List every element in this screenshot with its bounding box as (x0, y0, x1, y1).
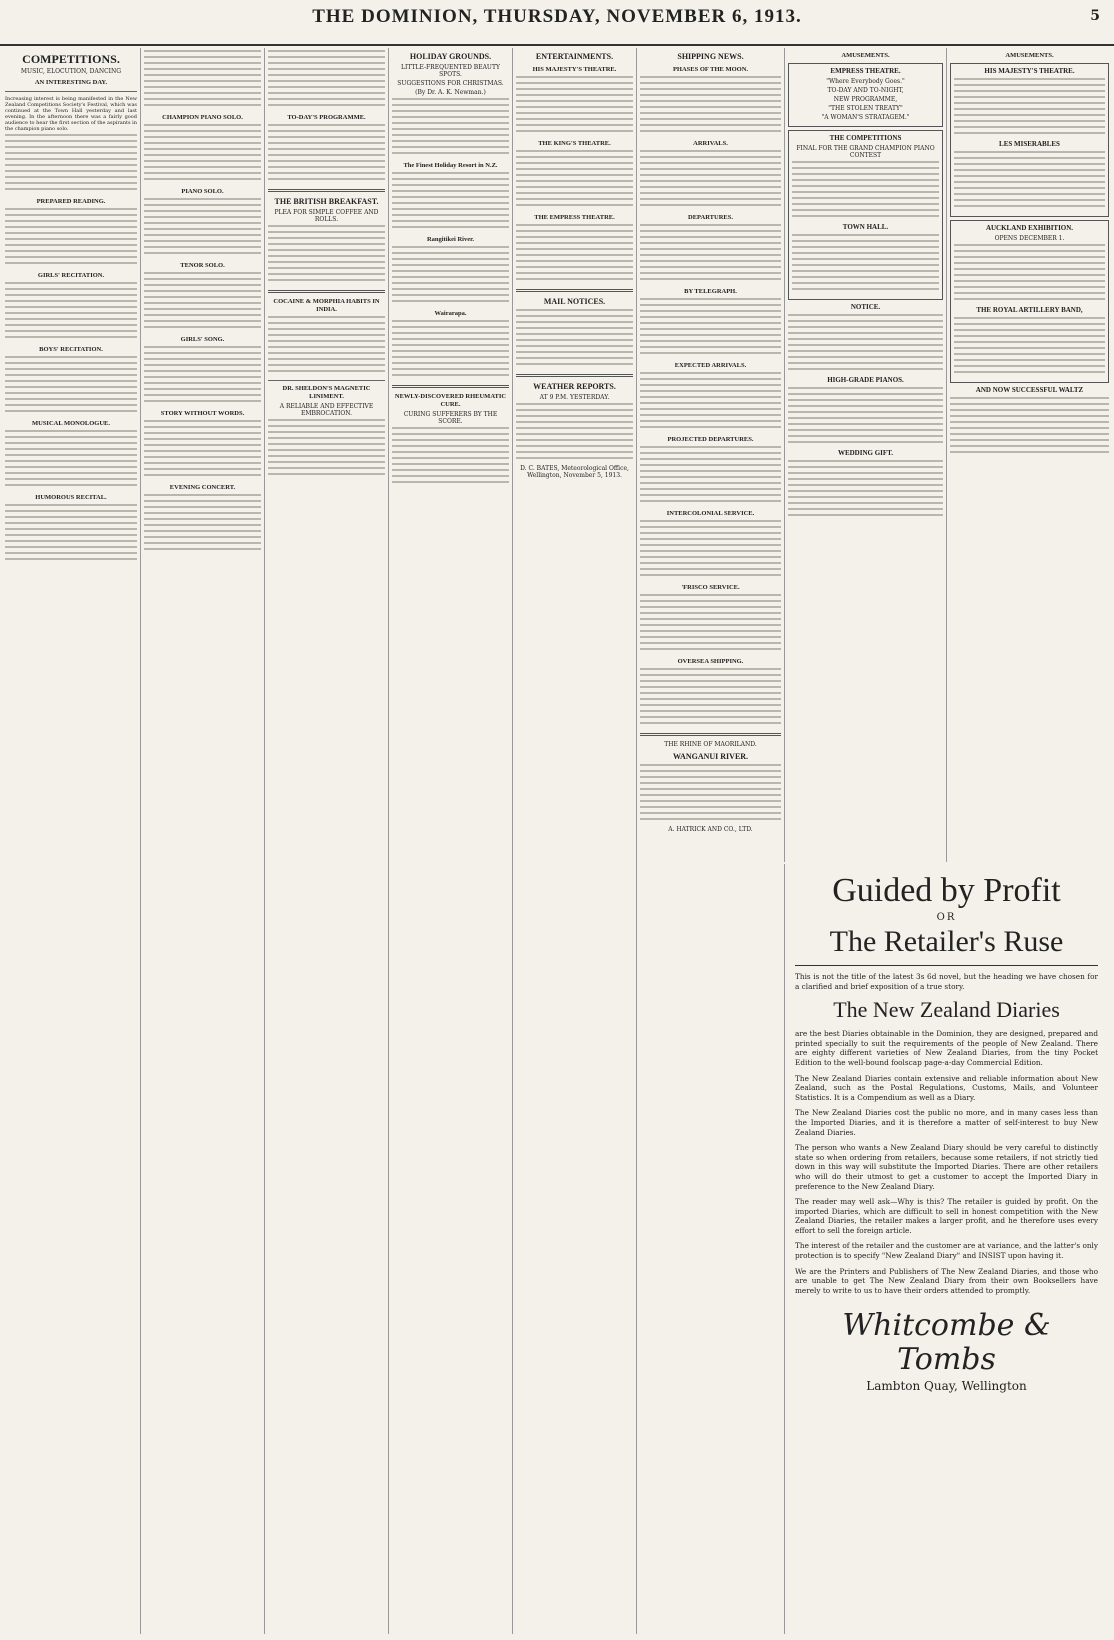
body-text (5, 134, 137, 194)
body-text (792, 234, 939, 294)
body-text (144, 50, 261, 110)
ad-paragraph: This is not the title of the latest 3s 6d novel, but the heading we have chosen for a clarified and brief exposition of a true story. (795, 972, 1098, 991)
breakfast-heading: THE BRITISH BREAKFAST. (274, 197, 379, 206)
ad-headline: Guided by Profit (832, 872, 1061, 909)
holiday-subheading-2: SUGGESTIONS FOR CHRISTMAS. (397, 80, 504, 87)
holiday-byline: (By Dr. A. K. Newman.) (415, 89, 486, 96)
section-heading: OVERSEA SHIPPING. (677, 658, 744, 665)
ad-product-name: The New Zealand Diaries (833, 997, 1060, 1023)
exhibition-title: AUCKLAND EXHIBITION. (985, 224, 1074, 232)
body-text (516, 150, 633, 210)
competitions-title: THE COMPETITIONS (829, 134, 902, 142)
body-text (788, 314, 943, 374)
section-heading: EVENING CONCERT. (169, 484, 236, 491)
column-amusements-right (946, 48, 1112, 862)
entertainments-heading: ENTERTAINMENTS. (535, 52, 614, 61)
rheumatic-heading: NEWLY-DISCOVERED RHEUMATIC CURE. (394, 393, 507, 408)
divider (268, 380, 385, 381)
ad-paragraph: We are the Printers and Publishers of The New Zealand Diaries, and those who are unable to get The New Zealand Diary from their own Booksellers have merely to write to us to have their orders attended to promptly. (795, 1266, 1098, 1295)
body-text (788, 460, 943, 520)
rheumatic-subheading: CURING SUFFERERS BY THE SCORE. (403, 411, 498, 425)
ad-paragraph: The reader may well ask—Why is this? The retailer is guided by profit. On the imported Diaries, which are difficult to sell in honest competition with the New Zealand Diaries, the retailer makes a larger profit, and he therefore uses every effort to sell the foreign article. (795, 1197, 1098, 1235)
wanganui-subheading: THE RHINE OF MAORILAND. (664, 741, 757, 748)
competitions-final: FINAL FOR THE GRAND CHAMPION PIANO CONTEST (796, 145, 935, 159)
column-amusements-left (784, 48, 946, 862)
section-heading: THE EMPRESS THEATRE. (534, 214, 615, 221)
weather-signature: D. C. BATES, Meteorological Office, Wellington, November 5, 1913. (520, 465, 629, 479)
body-text (640, 372, 781, 432)
body-text (640, 520, 781, 580)
body-text (268, 225, 385, 285)
weather-heading: WEATHER REPORTS. (533, 382, 616, 391)
ad-paragraph: The New Zealand Diaries contain extensive and reliable information about New Zealand, such as the Postal Regulations, Customs, Mails, and Volunteer Statistics. It is a Compendium as well as a Diary. (795, 1073, 1098, 1102)
his-majestys-title: HIS MAJESTY'S THEATRE. (984, 67, 1075, 75)
body-text (144, 272, 261, 332)
section-heading: STORY WITHOUT WORDS. (160, 410, 245, 417)
body-text (516, 76, 633, 136)
section-heading: TO-DAY'S PROGRAMME. (287, 114, 366, 121)
amusements-heading: AMUSEMENTS. (1005, 52, 1054, 59)
ad-paragraph: The New Zealand Diaries cost the public no more, and in many cases less than the Imported Diaries, and it is therefore a matter of self-interest to buy New Zealand Diaries. (795, 1108, 1098, 1137)
column-competitions-continued (140, 48, 264, 1634)
body-text (268, 124, 385, 184)
weather-subheading: AT 9 P.M. YESTERDAY. (539, 394, 610, 401)
competitions-subheading: MUSIC, ELOCUTION, DANCING (20, 68, 122, 75)
body-text (5, 282, 137, 342)
column-competitions (2, 48, 140, 1634)
divider (516, 289, 633, 292)
section-heading: PHASES OF THE MOON. (672, 66, 749, 73)
exhibition-opens: OPENS DECEMBER 1. (994, 235, 1065, 242)
section-heading: INTERCOLONIAL SERVICE. (666, 510, 755, 517)
body-text (640, 150, 781, 210)
section-heading: PREPARED READING. (36, 198, 106, 205)
body-text (640, 594, 781, 654)
competitions-advert (788, 130, 943, 300)
section-heading: DEPARTURES. (688, 214, 733, 221)
section-heading: HUMOROUS RECITAL. (35, 494, 107, 501)
body-text (392, 172, 509, 232)
masthead-title: THE DOMINION, THURSDAY, NOVEMBER 6, 1913. (312, 6, 802, 27)
body-text (640, 668, 781, 728)
column-shipping (636, 48, 784, 1634)
holiday-heading: HOLIDAY GROUNDS. (409, 52, 492, 61)
exhibition-advert (950, 220, 1109, 383)
body-text (144, 494, 261, 554)
body-text (144, 124, 261, 184)
divider (516, 374, 633, 377)
pianos-heading: HIGH-GRADE PIANOS. (827, 376, 904, 384)
competitions-lead: Increasing interest is being manifested in the New Zealand Competitions Society's Festival, which was continued at the Town Hall yesterday and last evening. In the afternoon there was a fairly good audience to hear the first section of the aspirants in the champion piano solo. (5, 96, 137, 132)
body-text (144, 346, 261, 406)
body-text (954, 151, 1105, 211)
body-text (640, 298, 781, 358)
masthead (0, 0, 1114, 46)
mail-heading: MAIL NOTICES. (543, 297, 606, 306)
body-text (640, 446, 781, 506)
competitions-kicker: AN INTERESTING DAY. (34, 79, 108, 86)
body-text (144, 198, 261, 258)
section-heading: CHAMPION PIANO SOLO. (162, 114, 243, 121)
divider (268, 290, 385, 293)
section-heading: HIS MAJESTY'S THEATRE. (532, 66, 617, 73)
liniment-heading: DR. SHELDON'S MAGNETIC LINIMENT. (282, 385, 371, 400)
column-entertainments (512, 48, 636, 1634)
ad-paragraph: The person who wants a New Zealand Diary should be very careful to distinctly state so when ordering from retailers, because some retailers, if not strictly tied down in this way will substitute the Imported Diaries. There are other retailers who will do their utmost to get a customer to accept the Imported Diary in preference to the New Zealand Diary. (795, 1143, 1098, 1191)
ad-or: OR (936, 912, 957, 923)
town-hall: TOWN HALL. (842, 223, 889, 231)
section-heading: EXPECTED ARRIVALS. (674, 362, 747, 369)
ad-paragraph: The interest of the retailer and the customer are at variance, and the latter's only protection is to specify "New Zealand Diary" and INSIST upon having it. (795, 1241, 1098, 1261)
body-text (954, 244, 1105, 304)
empress-advert (788, 63, 943, 127)
section-heading: Wairarapa. (434, 310, 467, 317)
section-heading: THE KING'S THEATRE. (538, 140, 611, 147)
shipping-heading: SHIPPING NEWS. (677, 52, 744, 61)
body-text (392, 427, 509, 487)
body-text (5, 356, 137, 416)
body-text (792, 161, 939, 221)
body-text (950, 397, 1109, 457)
wedding-gift-heading: WEDDING GIFT. (837, 449, 894, 457)
divider (5, 91, 137, 92)
body-text (640, 764, 781, 824)
ad-headline-2: The Retailer's Ruse (795, 925, 1098, 966)
section-heading: MUSICAL MONOLOGUE. (31, 420, 110, 427)
body-text (516, 224, 633, 284)
notice-heading: NOTICE. (850, 303, 881, 311)
section-heading: The Finest Holiday Resort in N.Z. (403, 162, 498, 169)
ad-paragraph: are the best Diaries obtainable in the Dominion, they are designed, prepared and printed specially to suit the requirements of the people of New Zealand. There are eighty different varieties of New Zealand Diaries, from the tiny Pocket Edition to the well-bound foolscap page-a-day Commercial Edition. (795, 1029, 1098, 1067)
breakfast-subheading: PLEA FOR SIMPLE COFFEE AND ROLLS. (274, 209, 379, 223)
body-text (392, 246, 509, 306)
column-breakfast (264, 48, 388, 1634)
music-heading: AND NOW SUCCESSFUL WALTZ (975, 386, 1084, 394)
section-heading: BY TELEGRAPH. (684, 288, 737, 295)
competitions-heading: COMPETITIONS. (22, 52, 120, 66)
diaries-advertisement (784, 864, 1108, 1634)
section-heading: 'FRISCO SERVICE. (681, 584, 740, 591)
body-text (144, 420, 261, 480)
ad-firm-name: Whitcombe & Tombs (842, 1308, 1051, 1378)
section-heading: BOYS' RECITATION. (39, 346, 103, 353)
empress-tagline: "Where Everybody Goes." (826, 78, 905, 85)
body-text (268, 316, 385, 376)
body-text (392, 98, 509, 158)
body-text (640, 224, 781, 284)
liniment-subheading: A RELIABLE AND EFFECTIVE EMBROCATION. (279, 403, 374, 417)
section-heading: GIRLS' RECITATION. (37, 272, 105, 279)
band-title: THE ROYAL ARTILLERY BAND, (976, 306, 1083, 314)
empress-line: NEW PROGRAMME, (833, 96, 898, 103)
body-text (516, 403, 633, 463)
his-majestys-advert (950, 63, 1109, 217)
body-text (516, 309, 633, 369)
body-text (5, 504, 137, 564)
section-heading: GIRLS' SONG. (180, 336, 225, 343)
body-text (268, 50, 385, 110)
cocaine-heading: COCAINE & MORPHIA HABITS IN INDIA. (273, 298, 380, 313)
body-text (954, 78, 1105, 138)
holiday-subheading: LITTLE-FREQUENTED BEAUTY SPOTS. (401, 64, 500, 78)
body-text (640, 76, 781, 136)
show-title: LES MISERABLES (999, 140, 1060, 148)
section-heading: PROJECTED DEPARTURES. (667, 436, 754, 443)
divider (392, 385, 509, 388)
body-text (954, 317, 1105, 377)
wanganui-heading: WANGANUI RIVER. (672, 752, 749, 761)
body-text (5, 208, 137, 268)
divider (268, 189, 385, 192)
body-text (268, 419, 385, 479)
empress-title: EMPRESS THEATRE. (830, 67, 901, 75)
section-heading: Rangitikei River. (426, 236, 475, 243)
ad-address: Lambton Quay, Wellington (866, 1379, 1027, 1394)
page-number: 5 (1090, 8, 1100, 24)
column-holiday (388, 48, 512, 1634)
section-heading: TENOR SOLO. (180, 262, 225, 269)
empress-line: "A WOMAN'S STRATAGEM." (821, 114, 910, 121)
body-text (5, 430, 137, 490)
section-heading: PIANO SOLO. (181, 188, 224, 195)
amusements-heading: AMUSEMENTS. (841, 52, 890, 59)
shipping-signature: A. HATRICK AND CO., LTD. (668, 826, 753, 833)
body-text (392, 320, 509, 380)
empress-line: "THE STOLEN TREATY" (828, 105, 903, 112)
divider (640, 733, 781, 736)
body-text (788, 387, 943, 447)
empress-line: TO-DAY AND TO-NIGHT, (827, 87, 904, 94)
section-heading: ARRIVALS. (693, 140, 728, 147)
